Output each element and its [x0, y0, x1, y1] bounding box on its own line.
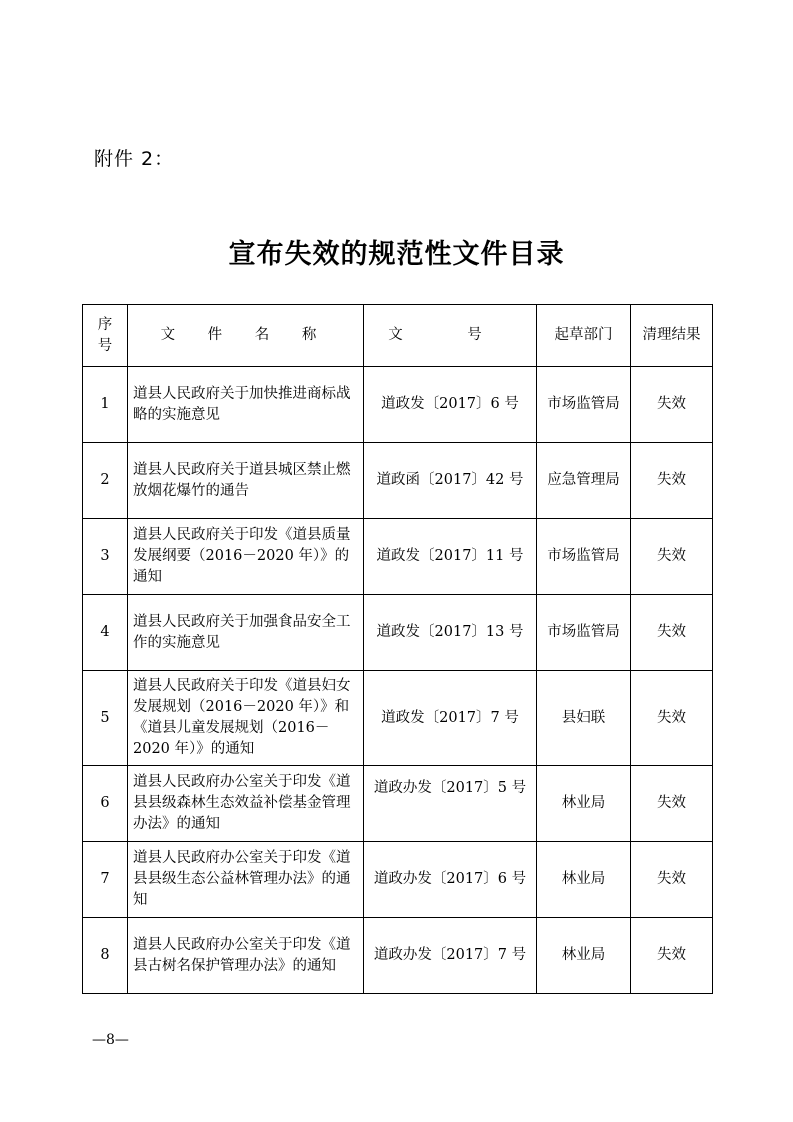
cell-result: 失效 — [631, 519, 713, 595]
cell-dept: 市场监管局 — [537, 595, 631, 671]
cell-no: 5 — [83, 671, 128, 766]
cell-dept: 应急管理局 — [537, 443, 631, 519]
cell-no: 4 — [83, 595, 128, 671]
cell-number: 道政发〔2017〕6 号 — [364, 367, 537, 443]
header-number: 文 号 — [364, 305, 537, 367]
cell-number: 道政发〔2017〕7 号 — [364, 671, 537, 766]
table-row — [83, 671, 713, 766]
table-row — [83, 443, 713, 519]
cell-name: 道县人民政府办公室关于印发《道县古树名保护管理办法》的通知 — [128, 918, 364, 994]
cell-name: 道县人民政府关于道县城区禁止燃放烟花爆竹的通告 — [128, 443, 364, 519]
cell-number: 道政发〔2017〕13 号 — [364, 595, 537, 671]
table-row — [83, 766, 713, 842]
cell-result: 失效 — [631, 595, 713, 671]
cell-result: 失效 — [631, 367, 713, 443]
table-row — [83, 595, 713, 671]
header-no — [83, 305, 128, 367]
cell-result: 失效 — [631, 842, 713, 918]
table-row — [83, 918, 713, 994]
cell-name: 道县人民政府关于印发《道县质量发展纲要（2016－2020 年）》的通知 — [128, 519, 364, 595]
cell-dept: 林业局 — [537, 842, 631, 918]
cell-no: 8 — [83, 918, 128, 994]
cell-result: 失效 — [631, 671, 713, 766]
table-row — [83, 367, 713, 443]
cell-dept: 林业局 — [537, 918, 631, 994]
cell-result: 失效 — [631, 443, 713, 519]
cell-dept: 市场监管局 — [537, 367, 631, 443]
cell-number: 道政发〔2017〕11 号 — [364, 519, 537, 595]
cell-name: 道县人民政府办公室关于印发《道县县级生态公益林管理办法》的通知 — [128, 842, 364, 918]
table-row — [83, 519, 713, 595]
cell-number: 道政办发〔2017〕5 号 — [364, 766, 537, 842]
cell-name: 道县人民政府关于加快推进商标战略的实施意见 — [128, 367, 364, 443]
cell-no: 3 — [83, 519, 128, 595]
cell-no: 7 — [83, 842, 128, 918]
cell-dept: 县妇联 — [537, 671, 631, 766]
table-header-row — [83, 305, 713, 367]
cell-name: 道县人民政府办公室关于印发《道县县级森林生态效益补偿基金管理办法》的通知 — [128, 766, 364, 842]
document-title: 宣布失效的规范性文件目录 — [228, 239, 565, 270]
cell-result: 失效 — [631, 918, 713, 994]
document-list-table — [82, 304, 713, 994]
cell-result: 失效 — [631, 766, 713, 842]
header-result: 清理结果 — [631, 305, 713, 367]
header-dept: 起草部门 — [537, 305, 631, 367]
table-row — [83, 842, 713, 918]
page-number: —8— — [92, 1032, 129, 1048]
attachment-label: 附件 2： — [94, 148, 175, 170]
cell-number: 道政办发〔2017〕6 号 — [364, 842, 537, 918]
header-name: 文 件 名 称 — [128, 305, 364, 367]
cell-number: 道政办发〔2017〕7 号 — [364, 918, 537, 994]
cell-dept: 市场监管局 — [537, 519, 631, 595]
cell-name: 道县人民政府关于加强食品安全工作的实施意见 — [128, 595, 364, 671]
cell-dept: 林业局 — [537, 766, 631, 842]
cell-no: 2 — [83, 443, 128, 519]
cell-no: 6 — [83, 766, 128, 842]
cell-number: 道政函〔2017〕42 号 — [364, 443, 537, 519]
header-no-text: 序号 — [97, 316, 113, 354]
cell-name: 道县人民政府关于印发《道县妇女发展规划（2016－2020 年）》和《道县儿童发展规划（2016－2020 年）》的通知 — [128, 671, 364, 766]
cell-no: 1 — [83, 367, 128, 443]
